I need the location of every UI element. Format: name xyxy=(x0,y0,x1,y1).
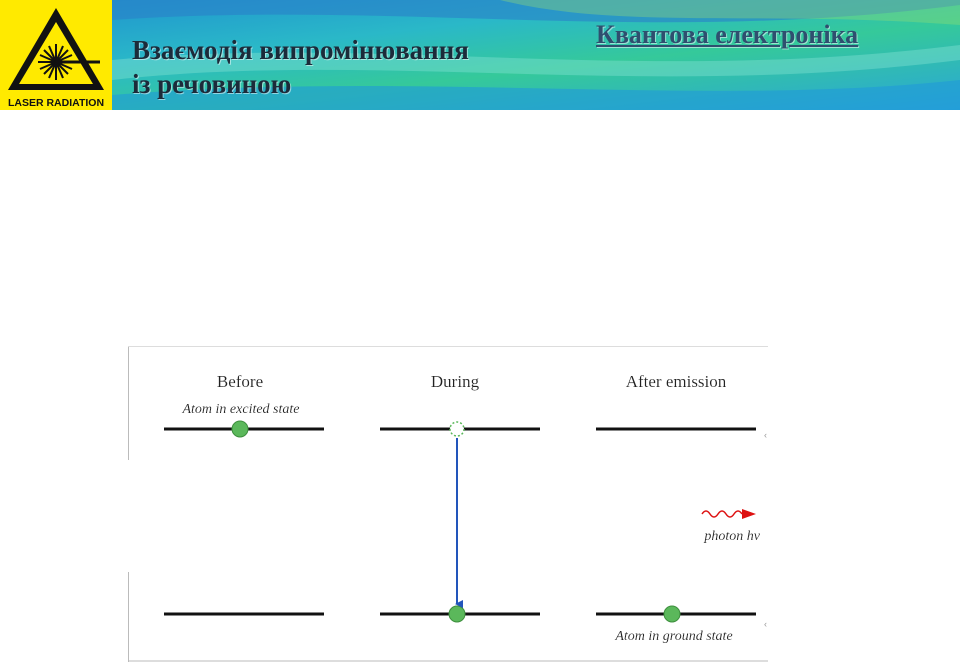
stimulated-emission-figure xyxy=(128,346,768,662)
panel-heading-during: During xyxy=(430,372,480,391)
ground-state-label: Atom in ground state xyxy=(615,629,733,644)
photon-arrow-icon xyxy=(742,509,756,519)
excited-state-label: Atom in excited state xyxy=(182,402,300,417)
panel-heading-after: After emission xyxy=(625,372,727,391)
photon-wave-icon xyxy=(702,511,742,517)
panel-heading-before: Before xyxy=(216,372,264,391)
vacated-atom-position xyxy=(450,422,464,436)
slide-title-line-2: із речовиною xyxy=(132,69,292,99)
excited-atom xyxy=(232,421,248,437)
edge-mark-upper: ‹ xyxy=(764,430,767,440)
slide-title xyxy=(132,33,469,101)
atom-during-ground xyxy=(449,606,465,622)
subject-link[interactable]: Квантова електроніка xyxy=(596,20,859,49)
edge-mark-lower: ‹ xyxy=(764,619,767,629)
slide-title-line-1: Взаємодія випромінювання xyxy=(132,35,469,65)
slide-header xyxy=(0,0,960,110)
laser-warning-icon xyxy=(0,0,112,110)
emission-diagram xyxy=(128,346,768,662)
logo-label: LASER RADIATION xyxy=(7,97,105,109)
ground-state-atom xyxy=(664,606,680,622)
photon-label: photon hν xyxy=(704,529,760,544)
laser-warning-logo xyxy=(0,0,112,110)
